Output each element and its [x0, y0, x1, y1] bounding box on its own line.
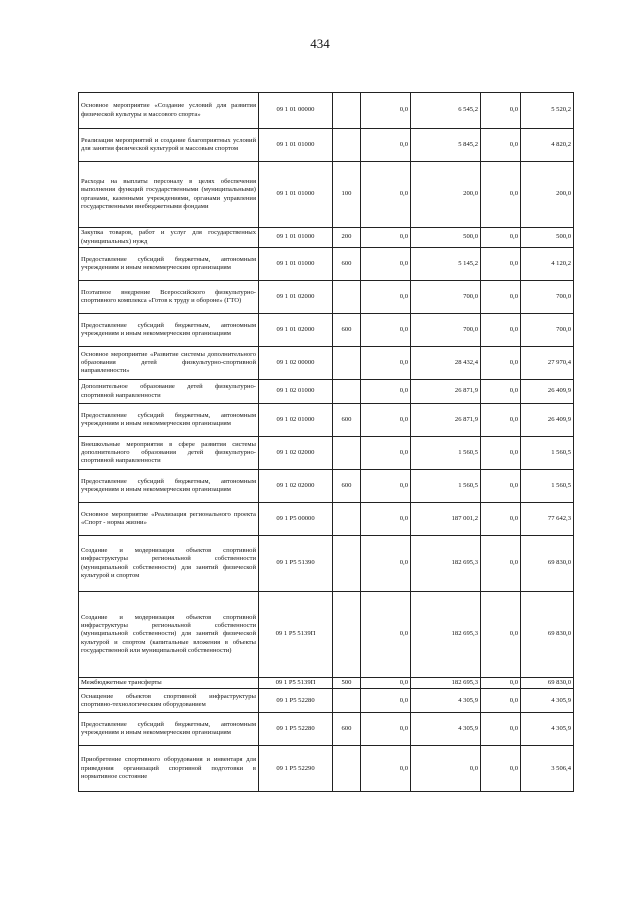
cell-c1: 0,0 — [361, 380, 411, 404]
cell-name: Межбюджетные трансферты — [79, 678, 259, 689]
table-row — [79, 281, 574, 314]
cell-vr: 500 — [333, 678, 361, 689]
cell-c1: 0,0 — [361, 592, 411, 678]
cell-c1: 0,0 — [361, 437, 411, 470]
cell-code: 09 1 01 01000 — [259, 129, 333, 162]
cell-c2: 4 305,9 — [411, 689, 481, 713]
cell-c2: 6 545,2 — [411, 93, 481, 129]
table-row — [79, 162, 574, 228]
table-row — [79, 470, 574, 503]
cell-vr — [333, 129, 361, 162]
cell-c2: 700,0 — [411, 281, 481, 314]
cell-c4: 3 506,4 — [521, 746, 574, 792]
cell-c3: 0,0 — [481, 592, 521, 678]
cell-c2: 5 145,2 — [411, 248, 481, 281]
budget-table — [78, 92, 574, 792]
cell-code: 09 1 01 01000 — [259, 162, 333, 228]
cell-c1: 0,0 — [361, 248, 411, 281]
cell-name: Предоставление субсидий бюджетным, автономным учреждениям и иным некоммерческим организациям — [79, 248, 259, 281]
cell-code: 09 1 02 02000 — [259, 437, 333, 470]
cell-code: 09 1 01 01000 — [259, 248, 333, 281]
table-row — [79, 129, 574, 162]
cell-c1: 0,0 — [361, 713, 411, 746]
cell-vr: 600 — [333, 314, 361, 347]
cell-name: Создание и модернизация объектов спортивной инфраструктуры региональной собственности (муниципальной собственности) для занятий физической культурой и спортом (капитальные вложения в объекты государственной или муниципальной собственности) — [79, 592, 259, 678]
cell-name: Предоставление субсидий бюджетным, автономным учреждениям и иным некоммерческим организациям — [79, 713, 259, 746]
cell-c3: 0,0 — [481, 129, 521, 162]
cell-c4: 26 409,9 — [521, 380, 574, 404]
cell-name: Поэтапное внедрение Всероссийского физкультурно-спортивного комплекса «Готов к труду и обороне» (ГТО) — [79, 281, 259, 314]
cell-c3: 0,0 — [481, 470, 521, 503]
cell-code: 09 1 01 02000 — [259, 314, 333, 347]
cell-name: Создание и модернизация объектов спортивной инфраструктуры региональной собственности (муниципальной собственности) для занятий физической культурой и спортом — [79, 536, 259, 592]
cell-name: Приобретение спортивного оборудования и инвентаря для приведения организаций спортивной подготовки в нормативное состояние — [79, 746, 259, 792]
cell-c4: 4 820,2 — [521, 129, 574, 162]
cell-c3: 0,0 — [481, 713, 521, 746]
cell-c2: 700,0 — [411, 314, 481, 347]
cell-code: 09 1 02 00000 — [259, 347, 333, 380]
cell-vr — [333, 592, 361, 678]
cell-name: Дополнительное образование детей физкультурно-спортивной направленности — [79, 380, 259, 404]
table-row — [79, 689, 574, 713]
cell-c3: 0,0 — [481, 746, 521, 792]
cell-c1: 0,0 — [361, 93, 411, 129]
cell-vr — [333, 689, 361, 713]
cell-c4: 200,0 — [521, 162, 574, 228]
cell-c2: 500,0 — [411, 228, 481, 248]
cell-c2: 182 695,3 — [411, 536, 481, 592]
cell-vr — [333, 93, 361, 129]
cell-name: Расходы на выплаты персоналу в целях обеспечения выполнения функций государственными (муниципальными) органами, казенными учреждениями, органами управления государственными внебюджетными фондами — [79, 162, 259, 228]
cell-code: 09 1 P5 52290 — [259, 746, 333, 792]
cell-c2: 1 560,5 — [411, 437, 481, 470]
cell-code: 09 1 01 02000 — [259, 281, 333, 314]
cell-c4: 77 642,3 — [521, 503, 574, 536]
cell-c1: 0,0 — [361, 347, 411, 380]
cell-c2: 182 695,3 — [411, 678, 481, 689]
cell-code: 09 1 P5 5139П — [259, 678, 333, 689]
cell-c3: 0,0 — [481, 347, 521, 380]
cell-name: Внешкольные мероприятия в сфере развития системы дополнительного образования детей физкультурно-спортивной направленности — [79, 437, 259, 470]
cell-vr — [333, 536, 361, 592]
table-row — [79, 536, 574, 592]
cell-vr — [333, 746, 361, 792]
cell-c4: 1 560,5 — [521, 470, 574, 503]
table-row — [79, 437, 574, 470]
cell-code: 09 1 02 01000 — [259, 404, 333, 437]
cell-c4: 1 560,5 — [521, 437, 574, 470]
cell-vr: 600 — [333, 470, 361, 503]
cell-vr — [333, 380, 361, 404]
cell-c2: 5 845,2 — [411, 129, 481, 162]
cell-c1: 0,0 — [361, 404, 411, 437]
cell-c1: 0,0 — [361, 162, 411, 228]
cell-c4: 69 830,0 — [521, 536, 574, 592]
cell-c3: 0,0 — [481, 248, 521, 281]
table-row — [79, 248, 574, 281]
cell-c3: 0,0 — [481, 281, 521, 314]
cell-c1: 0,0 — [361, 314, 411, 347]
table-row — [79, 713, 574, 746]
cell-c2: 187 001,2 — [411, 503, 481, 536]
cell-vr — [333, 503, 361, 536]
cell-vr — [333, 347, 361, 380]
cell-c2: 0,0 — [411, 746, 481, 792]
table-row — [79, 314, 574, 347]
cell-name: Предоставление субсидий бюджетным, автономным учреждениям и иным некоммерческим организациям — [79, 314, 259, 347]
cell-c3: 0,0 — [481, 689, 521, 713]
cell-c1: 0,0 — [361, 689, 411, 713]
table-row — [79, 678, 574, 689]
cell-code: 09 1 P5 00000 — [259, 503, 333, 536]
cell-c4: 4 305,9 — [521, 713, 574, 746]
table-row — [79, 746, 574, 792]
cell-c4: 5 520,2 — [521, 93, 574, 129]
cell-code: 09 1 P5 5139П — [259, 592, 333, 678]
cell-vr — [333, 281, 361, 314]
cell-c2: 4 305,9 — [411, 713, 481, 746]
cell-c1: 0,0 — [361, 503, 411, 536]
cell-c4: 69 830,0 — [521, 592, 574, 678]
cell-c2: 26 871,9 — [411, 404, 481, 437]
cell-c1: 0,0 — [361, 129, 411, 162]
cell-c3: 0,0 — [481, 404, 521, 437]
cell-name: Предоставление субсидий бюджетным, автономным учреждениям и иным некоммерческим организациям — [79, 404, 259, 437]
cell-code: 09 1 P5 52280 — [259, 689, 333, 713]
cell-c1: 0,0 — [361, 678, 411, 689]
cell-name: Основное мероприятие «Развитие системы дополнительного образования детей физкультурно-спортивной направленности» — [79, 347, 259, 380]
table-row — [79, 347, 574, 380]
table-row — [79, 404, 574, 437]
cell-c4: 27 970,4 — [521, 347, 574, 380]
cell-c3: 0,0 — [481, 93, 521, 129]
cell-code: 09 1 01 01000 — [259, 228, 333, 248]
cell-c3: 0,0 — [481, 380, 521, 404]
cell-c4: 700,0 — [521, 281, 574, 314]
cell-name: Закупка товаров, работ и услуг для государственных (муниципальных) нужд — [79, 228, 259, 248]
cell-c1: 0,0 — [361, 536, 411, 592]
cell-name: Основное мероприятие «Создание условий для развития физической культуры и массового спорта» — [79, 93, 259, 129]
page-number: 434 — [310, 36, 330, 51]
cell-vr — [333, 437, 361, 470]
cell-c3: 0,0 — [481, 678, 521, 689]
table-row — [79, 93, 574, 129]
cell-name: Предоставление субсидий бюджетным, автономным учреждениям и иным некоммерческим организациям — [79, 470, 259, 503]
cell-c2: 200,0 — [411, 162, 481, 228]
cell-c4: 4 305,9 — [521, 689, 574, 713]
cell-vr: 200 — [333, 228, 361, 248]
cell-code: 09 1 02 02000 — [259, 470, 333, 503]
cell-c4: 26 409,9 — [521, 404, 574, 437]
cell-c4: 69 830,0 — [521, 678, 574, 689]
cell-name: Основное мероприятие «Реализация регионального проекта «Спорт - норма жизни» — [79, 503, 259, 536]
cell-c1: 0,0 — [361, 746, 411, 792]
cell-code: 09 1 P5 52280 — [259, 713, 333, 746]
cell-c3: 0,0 — [481, 162, 521, 228]
table-row — [79, 380, 574, 404]
cell-vr: 100 — [333, 162, 361, 228]
cell-name: Оснащение объектов спортивной инфраструктуры спортивно-технологическим оборудованием — [79, 689, 259, 713]
cell-vr: 600 — [333, 248, 361, 281]
cell-c4: 500,0 — [521, 228, 574, 248]
cell-c4: 700,0 — [521, 314, 574, 347]
cell-c1: 0,0 — [361, 470, 411, 503]
cell-vr: 600 — [333, 713, 361, 746]
cell-c1: 0,0 — [361, 228, 411, 248]
cell-code: 09 1 02 01000 — [259, 380, 333, 404]
cell-c3: 0,0 — [481, 536, 521, 592]
cell-name: Реализация мероприятий и создание благоприятных условий для занятия физической культурой и массовым спортом — [79, 129, 259, 162]
cell-vr: 600 — [333, 404, 361, 437]
cell-c3: 0,0 — [481, 228, 521, 248]
cell-code: 09 1 P5 51390 — [259, 536, 333, 592]
cell-c3: 0,0 — [481, 314, 521, 347]
cell-c2: 28 432,4 — [411, 347, 481, 380]
table-row — [79, 592, 574, 678]
cell-c3: 0,0 — [481, 503, 521, 536]
cell-c1: 0,0 — [361, 281, 411, 314]
cell-c2: 182 695,3 — [411, 592, 481, 678]
cell-c4: 4 120,2 — [521, 248, 574, 281]
cell-c2: 26 871,9 — [411, 380, 481, 404]
cell-c3: 0,0 — [481, 437, 521, 470]
table-row — [79, 228, 574, 248]
cell-c2: 1 560,5 — [411, 470, 481, 503]
cell-code: 09 1 01 00000 — [259, 93, 333, 129]
table-row — [79, 503, 574, 536]
